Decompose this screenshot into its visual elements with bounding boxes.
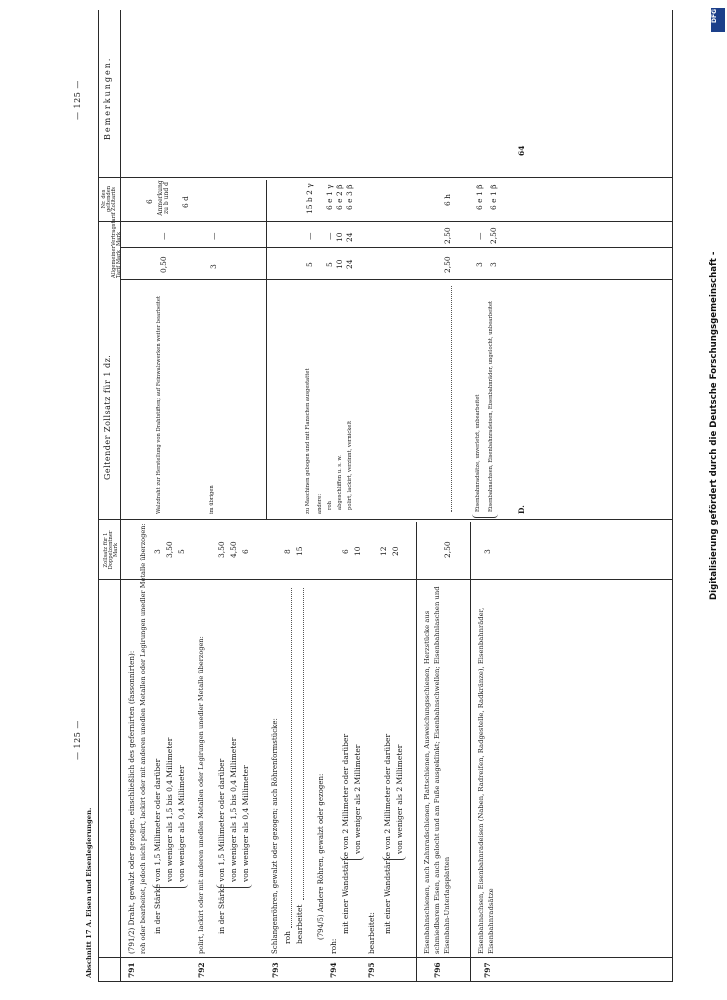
section-header: Abschnitt 17 A. Eisen und Eisenlegierungen. <box>85 807 93 978</box>
col-rule-text <box>98 957 673 958</box>
duty-value: 12 <box>379 546 388 556</box>
treaty-value: — <box>305 232 314 240</box>
row-separator <box>470 522 471 982</box>
row-792-line: von weniger als 1,5 bis 0,4 Millimeter <box>229 737 238 882</box>
brace-791 <box>152 884 188 888</box>
rotated-table-page <box>60 0 700 1000</box>
conv-line: polirt, lackirt, verzinnt, vernickelt <box>347 420 353 510</box>
duty-value: 3 <box>483 549 492 554</box>
row-number-796: 796 <box>433 962 442 978</box>
row-791-line: roh oder bearbeitet, jedoch nicht polirt, lackirt oder mit anderen unedlen Metallen oder Legirungen unedler Metalle überzogen: <box>139 523 147 954</box>
treaty-value: 2,50 <box>443 227 452 244</box>
row-number-795: 795 <box>367 962 376 978</box>
treaty-value: 24 <box>345 232 354 242</box>
general-value: 5 <box>305 262 314 267</box>
duty-value: 4,50 <box>229 541 238 558</box>
dfg-logo <box>711 8 725 32</box>
duty-value: 20 <box>391 546 400 556</box>
row-796-heading: Eisenbahnschienen, auch Zahnradschienen, Plattschienen, Ausweichungsschienen, Herzstücke aus schmiedbarem Eisen, auch gelocht und am Fuße ausgeklinkt; Eisenbahnschwellen; Eisenbahnlaschen und Eisenbahn-Unterlagsplatten <box>423 586 452 954</box>
row-795-line: von weniger als 2 Millimeter <box>395 744 404 854</box>
general-value: 10 <box>335 259 344 269</box>
folio-number: 64 <box>517 145 526 156</box>
row-791-line: in der Stärke von 1,5 Millimeter oder darüber <box>153 758 162 934</box>
row-793-line: bearbeitet <box>295 904 304 944</box>
remark-ref-2: 6 d <box>181 196 190 208</box>
brace-792 <box>216 884 252 888</box>
treaty-ref-value: 6 e 1 β <box>475 184 484 210</box>
duty-value: 10 <box>353 546 362 556</box>
treaty-value: — <box>209 232 218 240</box>
treaty-value: — <box>159 232 168 240</box>
general-value: 0,50 <box>159 256 168 273</box>
printer-sheet-mark: D. <box>517 505 526 514</box>
treaty-ref-value: 6 e 3 β <box>345 184 354 210</box>
col-rule-duty <box>98 579 673 580</box>
duty-value: 6 <box>341 549 350 554</box>
treaty-ref-value: 15 b 2 γ <box>305 183 314 214</box>
digitization-note: Digitalisierung gefördert durch die Deutsche Forschungsgemeinschaft - <box>709 251 719 600</box>
row-794-heading: (794/5) Andere Röhren, gewalzt oder gezogen: <box>317 773 325 940</box>
conv-text: im übrigen <box>209 485 215 514</box>
conv-text: zu Maschinen gebogen und mit Flanschen ausgestattet <box>305 368 311 514</box>
row-797-heading: Eisenbahnachsen, Eisenbahnradeisen (Naben, Radreifen, Radgestelle, Radkränze), Eisenbahnräder, Eisenbahnradsätze <box>477 607 496 954</box>
col-rule-treaty <box>120 247 672 248</box>
row-separator <box>416 522 417 982</box>
conv-line: roh <box>327 501 333 510</box>
general-value: 3 <box>475 262 484 267</box>
treaty-ref-value: 6 e 1 γ <box>325 184 334 210</box>
row-794-line: roh: <box>329 938 338 954</box>
table-top-rule <box>98 10 99 982</box>
conv-separator <box>266 180 267 520</box>
brace-795 <box>382 856 406 860</box>
conv-line: Eisenbahnradsätze, unverletzt, unbearbeitet <box>475 394 481 512</box>
row-793-heading: Schlangenröhren, gewalzt oder gezogen; auch Röhrenformstücke: <box>271 718 279 954</box>
treaty-ref-value: 6 <box>145 199 154 204</box>
duty-value: 3,50 <box>217 541 226 558</box>
treaty-value: 10 <box>335 232 344 242</box>
row-794-line: von weniger als 2 Millimeter <box>353 744 362 854</box>
row-792-heading: polirt, lackirt oder mit anderen unedlen Metallen oder Legirungen unedler Metalle überzogen: <box>197 636 205 954</box>
page-number-top: — 125 — <box>73 80 82 120</box>
col-rule-conv <box>98 519 673 520</box>
header-treaty-ref: Nr. des geltenden Zolltarifs <box>101 185 118 213</box>
row-795-heading: bearbeitet: <box>367 912 376 954</box>
treaty-ref-value: 6 e 2 β <box>335 184 344 210</box>
header-divider <box>120 10 121 982</box>
row-794-line: mit einer Wandstärke von 2 Millimeter oder darüber <box>341 733 350 934</box>
general-value: 3 <box>209 264 218 269</box>
row-793-line: roh <box>283 931 292 944</box>
row-792-line: in der Stärke von 1,5 Millimeter oder darüber <box>217 758 226 934</box>
row-number-792: 792 <box>197 962 206 978</box>
col-rule-general <box>120 279 672 280</box>
row-number-791: 791 <box>127 962 136 978</box>
duty-value: 2,50 <box>443 541 452 558</box>
dot-leader <box>291 588 292 928</box>
treaty-value: — <box>325 232 334 240</box>
duty-value: 3 <box>153 549 162 554</box>
duty-value: 3,50 <box>165 541 174 558</box>
treaty-ref-value: 6 e 1 β <box>489 184 498 210</box>
table-bottom-rule <box>672 10 673 982</box>
general-value: 5 <box>325 262 334 267</box>
row-791-line: von weniger als 0,4 Millimeter <box>177 765 186 882</box>
duty-value: 8 <box>283 549 292 554</box>
row-792-line: von weniger als 0,4 Millimeter <box>241 765 250 882</box>
conv-line: abgeschliffen u. s. w. <box>337 455 343 510</box>
brace-797 <box>472 514 498 518</box>
duty-value: 5 <box>177 549 186 554</box>
dot-leader <box>303 588 304 900</box>
header-general: Allgemeiner Tarif Mark <box>111 246 123 278</box>
brace-794 <box>340 856 364 860</box>
row-795-line: mit einer Wandstärke von 2 Millimeter oder darüber <box>383 733 392 934</box>
row-791-heading: (791/2) Draht, gewalzt oder gezogen, einschließlich des gefernirten (fassonnirten): <box>127 650 136 954</box>
treaty-value: 2,50 <box>489 227 498 244</box>
col-rule-remarks <box>98 177 673 178</box>
duty-value: 6 <box>241 549 250 554</box>
conv-line: Eisenbahnachsen, Eisenbahnradeisen, Eisenbahnräder, ungelocht, unbearbeitet <box>488 300 494 512</box>
remark-ref: Anmerkung zu b und d <box>157 180 170 216</box>
dfg-logo-text: DFG <box>711 8 718 23</box>
row-number-793: 793 <box>271 962 280 978</box>
treaty-ref-value: 6 h <box>443 194 452 206</box>
duty-value: 15 <box>295 546 304 556</box>
page-number-middle: — 125 — <box>73 720 82 760</box>
col-rule-number <box>120 981 672 982</box>
row-number-797: 797 <box>483 962 492 978</box>
header-conventional: Geltender Zollsatz für 1 dz. <box>103 354 112 480</box>
general-value: 2,50 <box>443 256 452 273</box>
general-value: 3 <box>489 262 498 267</box>
header-treaty: Vertragstarif Mark <box>111 212 123 246</box>
treaty-value: — <box>475 232 484 240</box>
conv-line: andere: <box>317 493 323 514</box>
conv-text: Walzdraht zur Herstellung von Drahtstiften; auf Feinwalzwerken weiter bearbeitet <box>156 295 162 514</box>
general-value: 24 <box>345 259 354 269</box>
dot-leader <box>451 286 452 512</box>
row-791-line: von weniger als 1,5 bis 0,4 Millimeter <box>165 737 174 882</box>
col-rule-ref <box>98 221 673 222</box>
row-number-794: 794 <box>329 962 338 978</box>
header-duty: Zollsatz für 1 Doppelzentner Mark <box>103 530 120 570</box>
header-remarks: Bemerkungen. <box>103 56 112 140</box>
